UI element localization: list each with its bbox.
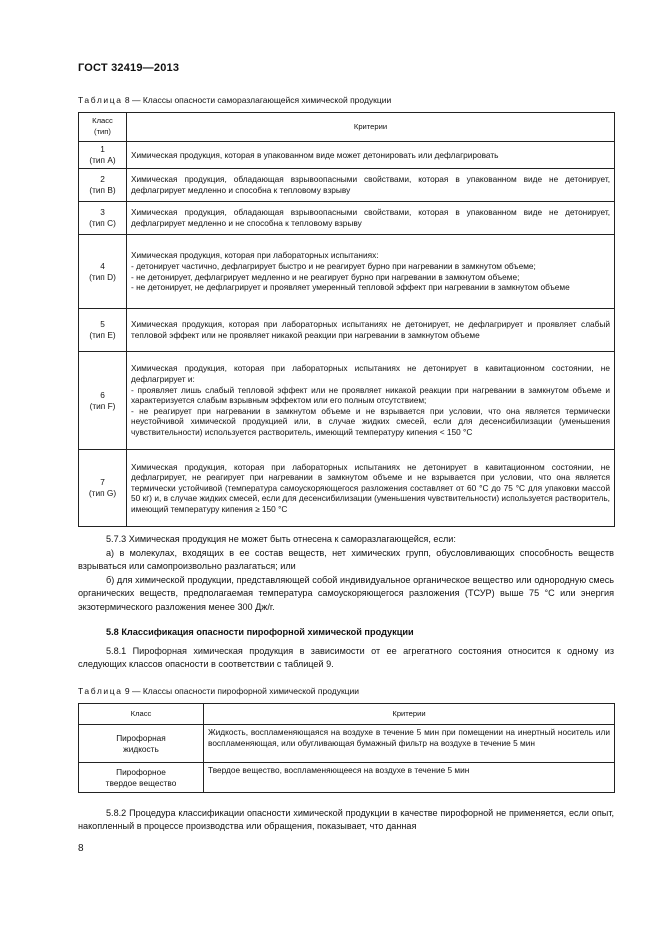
criteria-text: Жидкость, воспламеняющаяся на воздухе в течение 5 мин при помещении на инертный носитель или воспламеняющая, или обугливающая бумажный фильтр на воздухе в течение 5 мин: [208, 727, 610, 748]
criteria-text: Твердое вещество, воспламеняющееся на воздухе в течение 5 мин: [208, 765, 470, 775]
class-cell: [79, 169, 127, 202]
paragraph-b-text: б) для химической продукции, представляющей собой индивидуальное органическое вещество или однородную смесь органических веществ, предполагаемая температура самоускоряющегося разложения (ТСУР) выше 75 °С или энергия экзотермического разложения менее 300 Дж/г.: [78, 575, 614, 612]
class-cell: [79, 142, 127, 169]
section-heading-5-8: 5.8 Классификация опасности пирофорной химической продукции: [106, 627, 414, 637]
paragraph-a-text: а) в молекулах, входящих в ее состав веществ, нет химических групп, обусловливающих способность веществ взрываться или самопроизвольно разлагаться; или: [78, 548, 614, 572]
class-number: 1: [100, 144, 105, 155]
table-row: [79, 450, 615, 527]
table-row: [79, 725, 615, 763]
criteria-cell: [204, 763, 615, 793]
criteria-cell: [127, 169, 615, 202]
criteria-cell: [127, 450, 615, 527]
paragraph-5-7-3: [78, 533, 614, 546]
class-number: 4: [100, 260, 105, 271]
criteria-cell: [127, 142, 615, 169]
table-row: [79, 202, 615, 235]
table8-caption: [78, 95, 391, 105]
criteria-cell: [127, 352, 615, 450]
class-type: (тип F): [89, 400, 116, 411]
hazard-classes-table: [78, 112, 615, 527]
table9-caption: [78, 686, 359, 696]
criteria-line: - не реагирует при нагревании в замкнутом объеме и не взрывается при условии, что она является термически неустойчивой химической продукцией или, в случае жидких смесей, если для десенсибилизации (уменьшения чувствительности) используется растворитель, имеющий температуру кипения < 150 °С: [131, 405, 610, 437]
criteria-cell: [127, 309, 615, 352]
table-header-row: [79, 113, 615, 142]
criteria-line: - не детонирует, дефлагрирует медленно и не реагирует бурно при нагревании в замкнутом объеме;: [131, 271, 520, 282]
class-cell: [79, 352, 127, 450]
criteria-line: Химическая продукция, которая при лабораторных испытаниях не детонирует в кавитационном состоянии, не дефлагрирует, не реагирует при нагревании в замкнутом объеме и не взрывается при условии, что она является термически устойчивой (температура самоускоряющегося разложения составляет от 60 °С до 75 °С для упаковки массой 50 кг) и, в случае жидких смесей, если для десенсибилизации (уменьшения чувствительности) используется растворитель, имеющий температуру кипения ≥ 150 °С: [131, 461, 610, 514]
class-number: 7: [100, 477, 105, 488]
criteria-line: Химическая продукция, которая при лабораторных испытаниях не детонирует в кавитационном состоянии, не дефлагрирует и:: [131, 363, 610, 385]
class-cell: [79, 309, 127, 352]
class-type: (тип С): [89, 218, 116, 228]
paragraph-5-7-3-text: 5.7.3 Химическая продукция не может быть отнесена к саморазлагающейся, если:: [106, 534, 456, 544]
class-number: 3: [100, 207, 105, 218]
standard-code: ГОСТ 32419—2013: [78, 62, 180, 74]
page-number: 8: [78, 843, 84, 854]
column-header-class-line1: Класс: [92, 116, 113, 126]
paragraph-b: [78, 574, 614, 614]
class-type: (тип D): [89, 271, 116, 282]
table-row: [79, 309, 615, 352]
table-row: [79, 352, 615, 450]
table9-caption-text: 9 — Классы опасности пирофорной химической продукции: [122, 686, 360, 696]
class-name-line1: Пирофорное: [116, 766, 166, 777]
table-row: [79, 763, 615, 793]
paragraph-5-8-2: [78, 807, 614, 834]
column-header-class: Класс: [79, 704, 204, 725]
table9-caption-word: Таблица: [78, 686, 123, 696]
class-name-line2: твердое вещество: [105, 777, 177, 788]
class-name-line2: жидкость: [123, 743, 159, 754]
table8-caption-word: Таблица: [78, 95, 123, 105]
class-cell: [79, 725, 204, 763]
paragraph-5-8-2-text: 5.8.2 Процедура классификации опасности химической продукции в качестве пирофорной не применяется, если опыт, накопленный в процессе производства или обращения, показывает, что данная: [78, 808, 614, 832]
column-header-class: [79, 113, 127, 142]
criteria-line: - проявляет лишь слабый тепловой эффект или не проявляет никакой реакции при нагревании в замкнутом объеме и характеризуется слабым взрывным эффектом или его полным отсутствием;: [131, 384, 610, 406]
table-row: [79, 142, 615, 169]
column-header-criteria: Критерии: [204, 704, 615, 725]
class-type: (тип А): [89, 155, 116, 165]
class-number: 6: [100, 389, 105, 400]
table-row: [79, 169, 615, 202]
pyrophoric-classes-table: [78, 703, 615, 793]
class-cell: [79, 235, 127, 309]
table-header-row: [79, 704, 615, 725]
criteria-line: Химическая продукция, обладающая взрывоопасными свойствами, которая в упакованном виде не детонирует, дефлагрирует медленно и способна к тепловому взрыву: [131, 174, 610, 195]
criteria-line: Химическая продукция, которая в упакованном виде может детонировать или дефлагрировать: [131, 149, 499, 160]
class-name-line1: Пирофорная: [116, 732, 166, 743]
class-number: 2: [100, 174, 105, 185]
class-cell: [79, 450, 127, 527]
column-header-class-line2: (тип): [94, 127, 111, 136]
class-cell: [79, 202, 127, 235]
class-number: 5: [100, 319, 105, 330]
criteria-cell: [204, 725, 615, 763]
table8-caption-text: 8 — Классы опасности саморазлагающейся химической продукции: [122, 95, 392, 105]
paragraph-5-8-1: [78, 645, 614, 672]
criteria-line: - не детонирует, не дефлагрирует и проявляет умеренный тепловой эффект при нагревании в замкнутом объеме: [131, 282, 570, 293]
criteria-line: Химическая продукция, которая при лабораторных испытаниях не детонирует, не дефлагрирует и проявляет слабый тепловой эффект или не проявляет никакой реакции при нагревании в замкнутом объеме: [131, 319, 610, 340]
class-type: (тип В): [89, 185, 116, 195]
criteria-cell: [127, 235, 615, 309]
criteria-line: Химическая продукция, обладающая взрывоопасными свойствами, которая в упакованном виде не детонирует, дефлагрирует медленно и не способна к тепловому взрыву: [131, 207, 610, 228]
class-cell: [79, 763, 204, 793]
class-type: (тип G): [88, 488, 117, 498]
criteria-line: Химическая продукция, которая при лабораторных испытаниях:: [131, 250, 379, 261]
table-row: [79, 235, 615, 309]
criteria-line: - детонирует частично, дефлагрирует быстро и не реагирует бурно при нагревании в замкнутом объеме;: [131, 260, 536, 271]
criteria-cell: [127, 202, 615, 235]
class-type: (тип E): [89, 330, 116, 340]
column-header-criteria: Критерии: [127, 113, 615, 142]
paragraph-5-8-1-text: 5.8.1 Пирофорная химическая продукция в зависимости от ее агрегатного состояния относится к одному из следующих классов опасности в соответствии с таблицей 9.: [78, 646, 614, 670]
paragraph-a: [78, 547, 614, 574]
